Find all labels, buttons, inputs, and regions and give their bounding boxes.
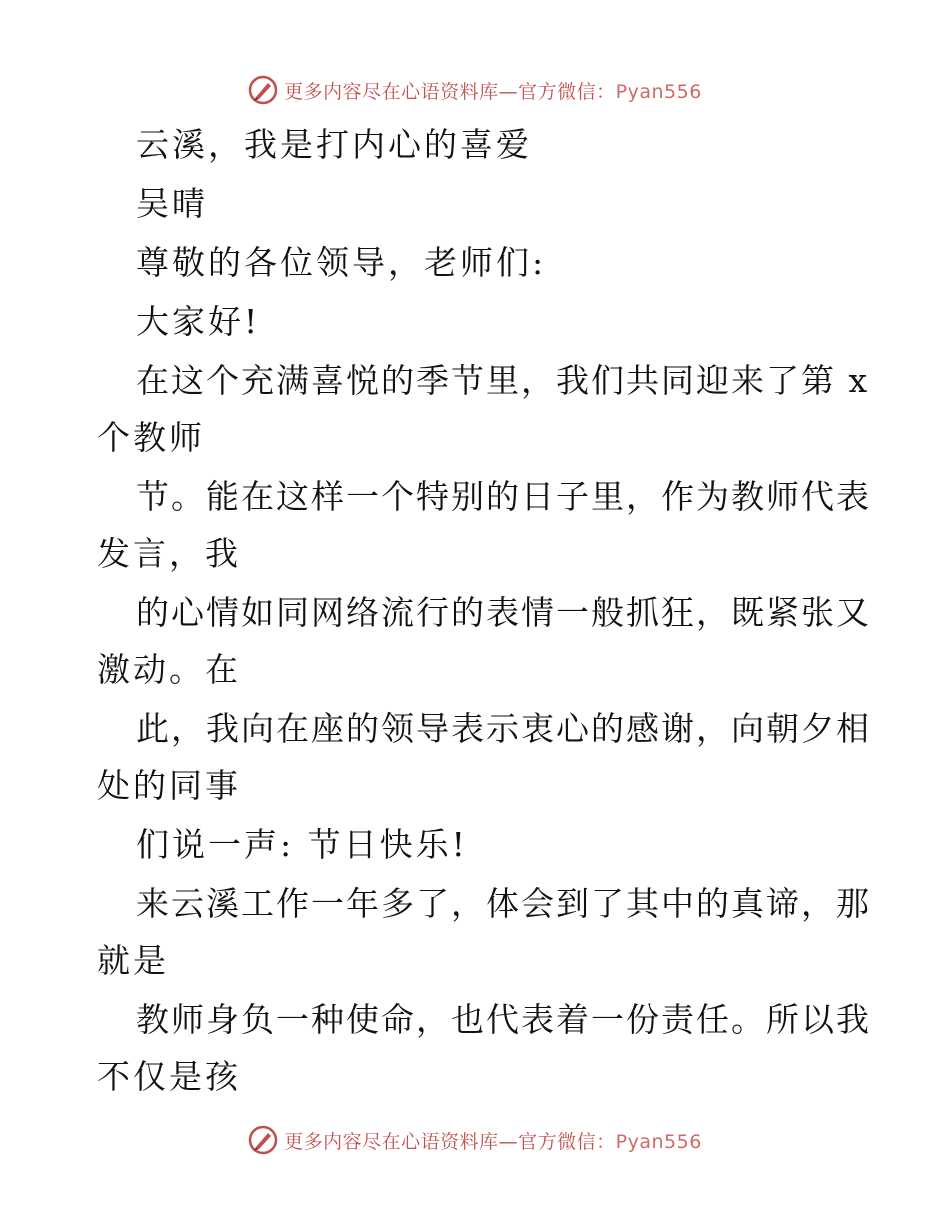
greeting: 大家好! bbox=[136, 302, 261, 341]
footer-watermark-banner bbox=[0, 1120, 950, 1160]
paragraph-line: 此，我向在座的领导表示衷心的感谢，向朝夕相 bbox=[136, 709, 871, 748]
watermark-text: 更多内容尽在心语资料库—官方微信：Pyan556 bbox=[284, 80, 702, 103]
watermark-text: 更多内容尽在心语资料库—官方微信：Pyan556 bbox=[284, 1130, 702, 1153]
salutation: 尊敬的各位领导，老师们: bbox=[136, 243, 547, 282]
paragraph-line: 们说一声: 节日快乐! bbox=[136, 825, 468, 864]
paragraph-line: 发言，我 bbox=[97, 534, 241, 573]
paragraph-line: 就是 bbox=[97, 941, 169, 980]
pen-logo-icon bbox=[248, 1125, 278, 1155]
paragraph-line: 个教师 bbox=[97, 418, 205, 457]
paragraph-line: 在这个充满喜悦的季节里，我们共同迎来了第 x bbox=[136, 361, 870, 400]
paragraph-line: 教师身负一种使命，也代表着一份责任。所以我 bbox=[136, 1000, 871, 1039]
paragraph-line: 处的同事 bbox=[97, 766, 241, 805]
paragraph-line: 节。能在这样一个特别的日子里，作为教师代表 bbox=[136, 477, 871, 516]
pen-logo-icon bbox=[248, 75, 278, 105]
document-title: 云溪，我是打内心的喜爱 bbox=[136, 125, 532, 164]
paragraph-line: 激动。在 bbox=[97, 650, 241, 689]
paragraph-line: 的心情如同网络流行的表情一般抓狂，既紧张又 bbox=[136, 593, 871, 632]
header-watermark-banner bbox=[0, 70, 950, 110]
author-name: 吴晴 bbox=[136, 184, 208, 223]
paragraph-line: 不仅是孩 bbox=[97, 1057, 241, 1096]
paragraph-line: 来云溪工作一年多了，体会到了其中的真谛，那 bbox=[136, 884, 871, 923]
